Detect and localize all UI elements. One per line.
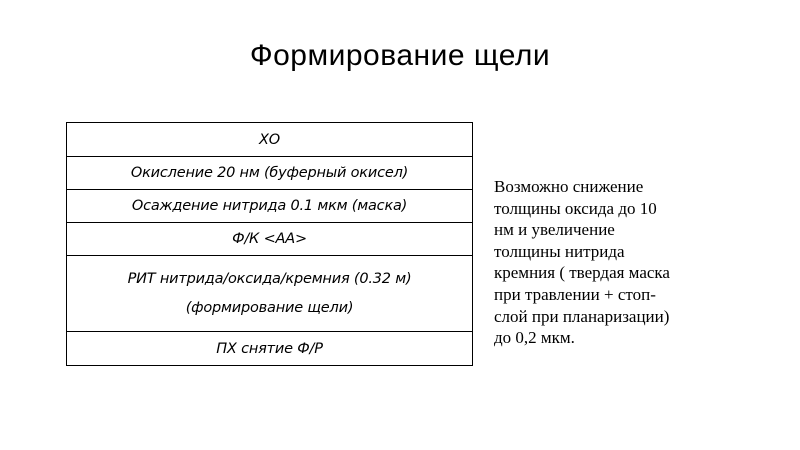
table-row <box>67 256 473 332</box>
process-steps-table <box>66 122 473 366</box>
step-cell: Осаждение нитрида 0.1 мкм (маска) <box>67 190 473 223</box>
step-cell: Ф/К <АА> <box>67 223 473 256</box>
slide-title: Формирование щели <box>249 39 551 72</box>
table-row <box>67 223 473 256</box>
note-line: Возможно снижение <box>494 177 644 196</box>
note-line: до 0,2 мкм. <box>494 328 575 348</box>
step-cell: ХО <box>67 123 473 157</box>
note-line: толщины нитрида <box>494 241 625 261</box>
table-row <box>67 123 473 157</box>
note-line: кремния ( твердая маска <box>494 263 670 283</box>
step-cell: РИТ нитрида/оксида/кремния (0.32 м)(формирование щели) <box>67 256 473 332</box>
step-cell: ПХ снятие Ф/Р <box>67 332 473 366</box>
table-row <box>67 190 473 223</box>
note-line: слой при планаризации) <box>494 306 670 326</box>
side-note <box>494 176 754 349</box>
table-row <box>67 157 473 190</box>
note-line: нм и увеличение <box>494 220 615 240</box>
note-line: толщины оксида до 10 <box>494 198 657 218</box>
note-line: при травлении + стоп- <box>494 284 656 304</box>
table-row <box>67 332 473 366</box>
step-cell: Окисление 20 нм (буферный окисел) <box>67 157 473 190</box>
